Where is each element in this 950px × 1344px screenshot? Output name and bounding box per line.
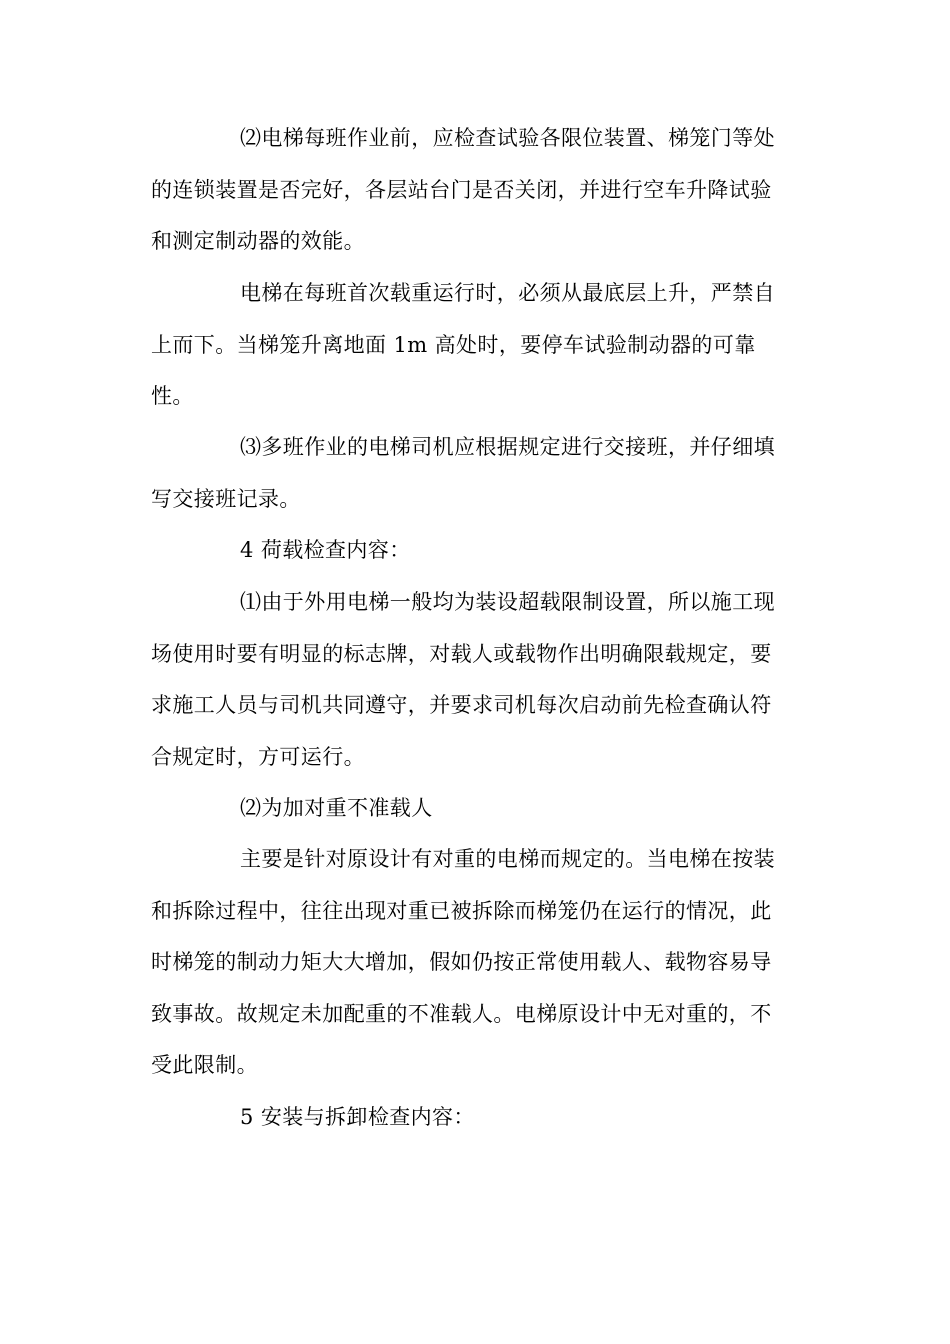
text-line: ⑴由于外用电梯一般均为装设超载限制设置，所以施工现	[240, 590, 775, 614]
text-line: 致事故。故规定未加配重的不准载人。电梯原设计中无对重的，不	[151, 1001, 772, 1026]
section-heading: 5 安装与拆卸检查内容：	[240, 1105, 475, 1129]
text-line: 和测定制动器的效能。	[151, 229, 365, 253]
text-line: 主要是针对原设计有对重的电梯而规定的。当电梯在按装	[240, 847, 775, 871]
text-line: ⑵电梯每班作业前，应检查试验各限位装置、梯笼门等处	[240, 126, 775, 150]
text-line: 和拆除过程中，往往出现对重已被拆除而梯笼仍在运行的情况，此	[151, 898, 772, 923]
text-line: 合规定时，方可运行。	[151, 744, 365, 769]
paragraph-1-overload-sign	[151, 577, 801, 783]
text-line: ⑶多班作业的电梯司机应根据规定进行交接班，并仔细填	[240, 435, 775, 459]
text-line: 电梯在每班首次载重运行时，必须从最底层上升，严禁自	[240, 281, 775, 305]
text-line: 性。	[151, 384, 194, 408]
heading-4-load-check	[151, 525, 801, 577]
text-line: 写交接班记录。	[151, 486, 301, 511]
heading-5-install-dismantle	[151, 1092, 801, 1144]
text-line: ⑵为加对重不准载人	[240, 796, 433, 820]
paragraph-2-counterweight-title	[151, 783, 801, 835]
text-line: 场使用时要有明显的标志牌，对载人或载物作出明确限载规定，要	[151, 641, 772, 666]
text-line: 的连锁装置是否完好，各层站台门是否关闭，并进行空车升降试验	[151, 177, 772, 202]
paragraph-first-load-run	[151, 268, 801, 423]
text-line: 求施工人员与司机共同遵守，并要求司机每次启动前先检查确认符	[151, 693, 772, 717]
paragraph-3-shift-handover	[151, 422, 801, 525]
paragraph-2-pre-shift-check	[151, 113, 801, 268]
section-heading: 4 荷载检查内容：	[240, 538, 411, 562]
text-line: 时梯笼的制动力矩大大增加，假如仍按正常使用载人、载物容易导	[151, 950, 772, 974]
text-line: 受此限制。	[151, 1053, 258, 1077]
paragraph-counterweight-explanation	[151, 834, 801, 1092]
text-line: 上而下。当梯笼升离地面 1m 高处时，要停车试验制动器的可靠	[151, 332, 756, 357]
